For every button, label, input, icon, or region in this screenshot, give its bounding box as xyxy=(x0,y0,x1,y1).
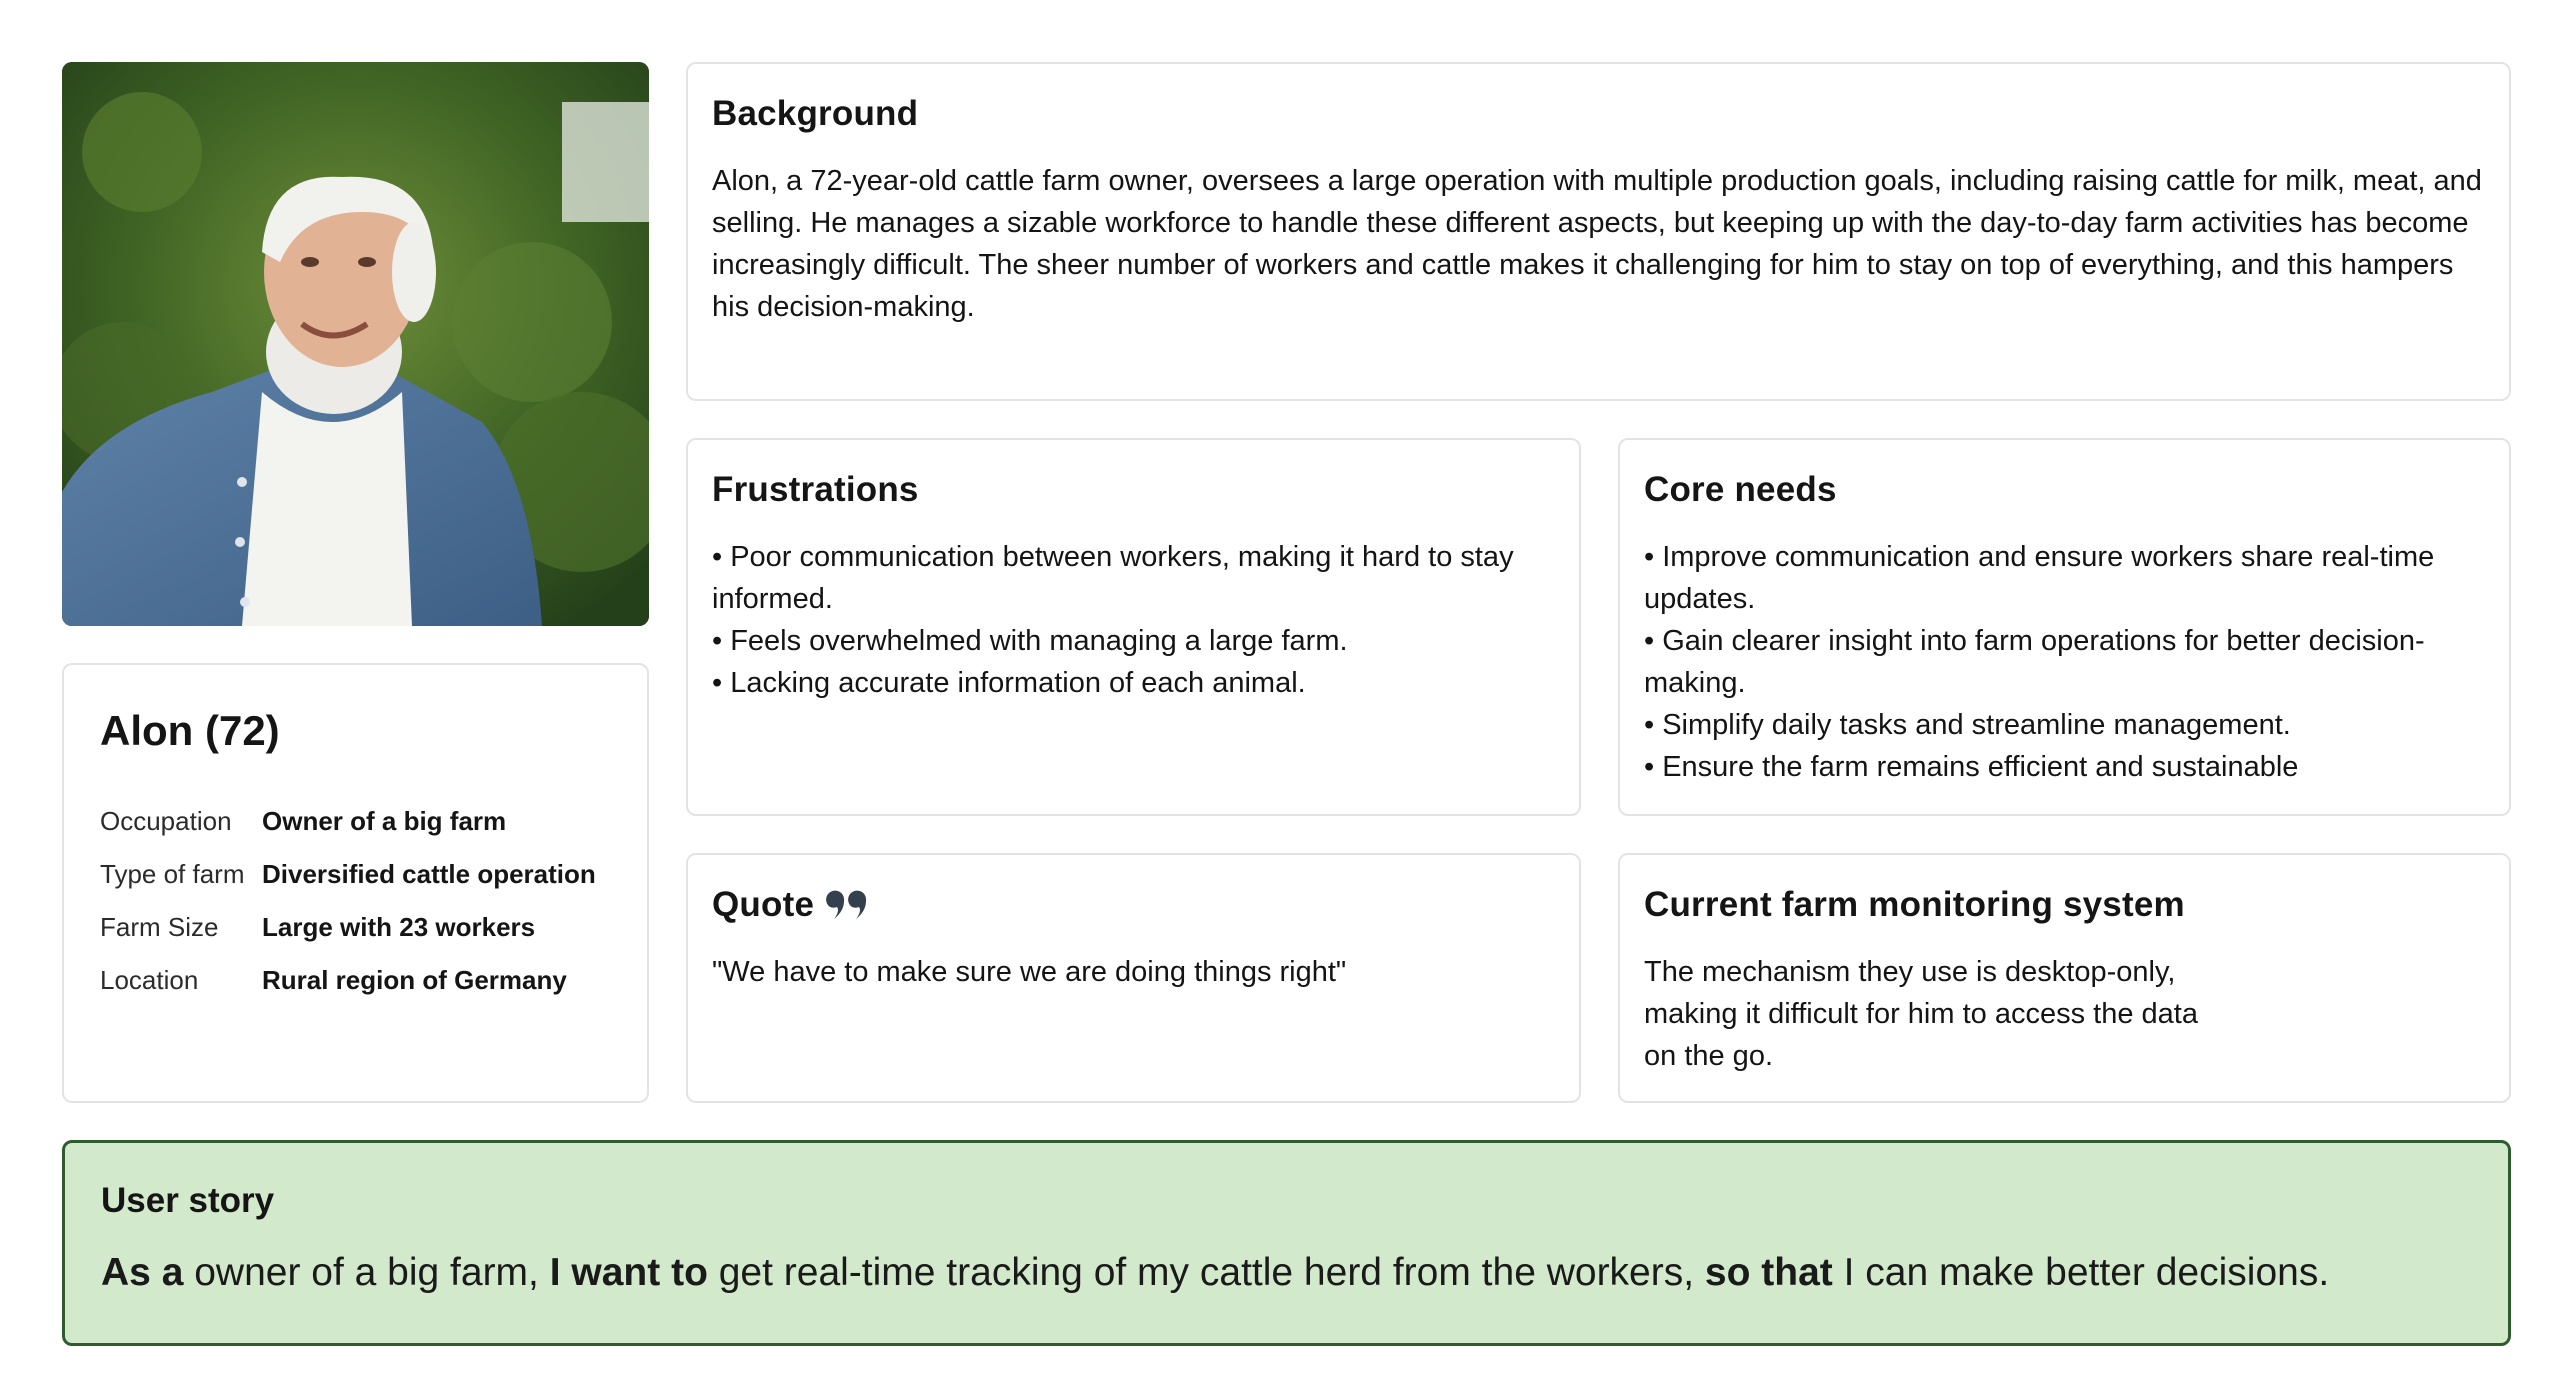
quote-text: "We have to make sure we are doing things right" xyxy=(712,956,1347,988)
detail-value: Rural region of Germany xyxy=(262,965,567,995)
monitoring-card xyxy=(1618,853,2511,1103)
quote-icon xyxy=(826,889,870,921)
list-item: • Ensure the farm remains efficient and sustainable xyxy=(1644,751,2299,783)
detail-value: Large with 23 workers xyxy=(262,912,536,942)
list-item: • Simplify daily tasks and streamline management. xyxy=(1644,709,2291,741)
story-i-want-to: I want to xyxy=(549,1251,708,1294)
detail-value: Owner of a big farm xyxy=(262,806,507,836)
list-item: • Improve communication and ensure workers share real-time updates. xyxy=(1644,541,2435,615)
monitoring-title: Current farm monitoring system xyxy=(1644,885,2185,924)
quote-card xyxy=(686,853,1581,1103)
detail-row-occupation xyxy=(100,795,611,848)
list-item: • Lacking accurate information of each animal. xyxy=(712,667,1306,699)
background-card xyxy=(686,62,2511,401)
story-role: owner of a big farm, xyxy=(183,1251,550,1294)
list-item: • Poor communication between workers, making it hard to stay informed. xyxy=(712,541,1514,615)
frustrations-title: Frustrations xyxy=(712,470,919,509)
detail-value: Diversified cattle operation xyxy=(262,859,596,889)
background-text: Alon, a 72-year-old cattle farm owner, oversees a large operation with multiple production goals, including raising cattle for milk, meat, and selling. He manages a sizable workforce to handle these different aspects, but keeping up with the day-to-day farm activities has become increasingly difficult. The sheer number of workers and cattle makes it challenging for him to stay on top of everything, and this hampers his decision-making. xyxy=(712,165,2482,323)
list-item: • Gain clearer insight into farm operations for better decision-making. xyxy=(1644,625,2425,699)
persona-photo-image xyxy=(62,62,649,626)
user-story-title: User story xyxy=(101,1181,275,1220)
persona-name: Alon (72) xyxy=(100,707,280,754)
user-story-card xyxy=(62,1140,2511,1346)
persona-profile-card xyxy=(62,663,649,1103)
detail-label: Location xyxy=(100,965,199,995)
list-item: • Feels overwhelmed with managing a large farm. xyxy=(712,625,1348,657)
detail-row-type-of-farm xyxy=(100,848,611,901)
detail-label: Farm Size xyxy=(100,912,219,942)
detail-row-farm-size xyxy=(100,901,611,954)
story-benefit: I can make better decisions. xyxy=(1832,1251,2330,1294)
core-needs-list xyxy=(1644,536,2485,788)
quote-heading xyxy=(712,885,1555,925)
background-title: Background xyxy=(712,94,919,133)
core-needs-title: Core needs xyxy=(1644,470,1837,509)
detail-label: Type of farm xyxy=(100,859,245,889)
story-so-that: so that xyxy=(1704,1251,1833,1294)
story-goal: get real-time tracking of my cattle herd from the workers, xyxy=(707,1251,1705,1294)
persona-photo xyxy=(62,62,649,626)
detail-row-location xyxy=(100,954,611,1007)
core-needs-card xyxy=(1618,438,2511,816)
monitoring-text: The mechanism they use is desktop-only, making it difficult for him to access the data on the go. xyxy=(1644,956,2198,1072)
user-story-text xyxy=(101,1251,2472,1295)
frustrations-list xyxy=(712,536,1555,704)
frustrations-card xyxy=(686,438,1581,816)
story-as-a: As a xyxy=(101,1251,184,1294)
detail-label: Occupation xyxy=(100,806,232,836)
quote-title: Quote xyxy=(712,885,815,924)
